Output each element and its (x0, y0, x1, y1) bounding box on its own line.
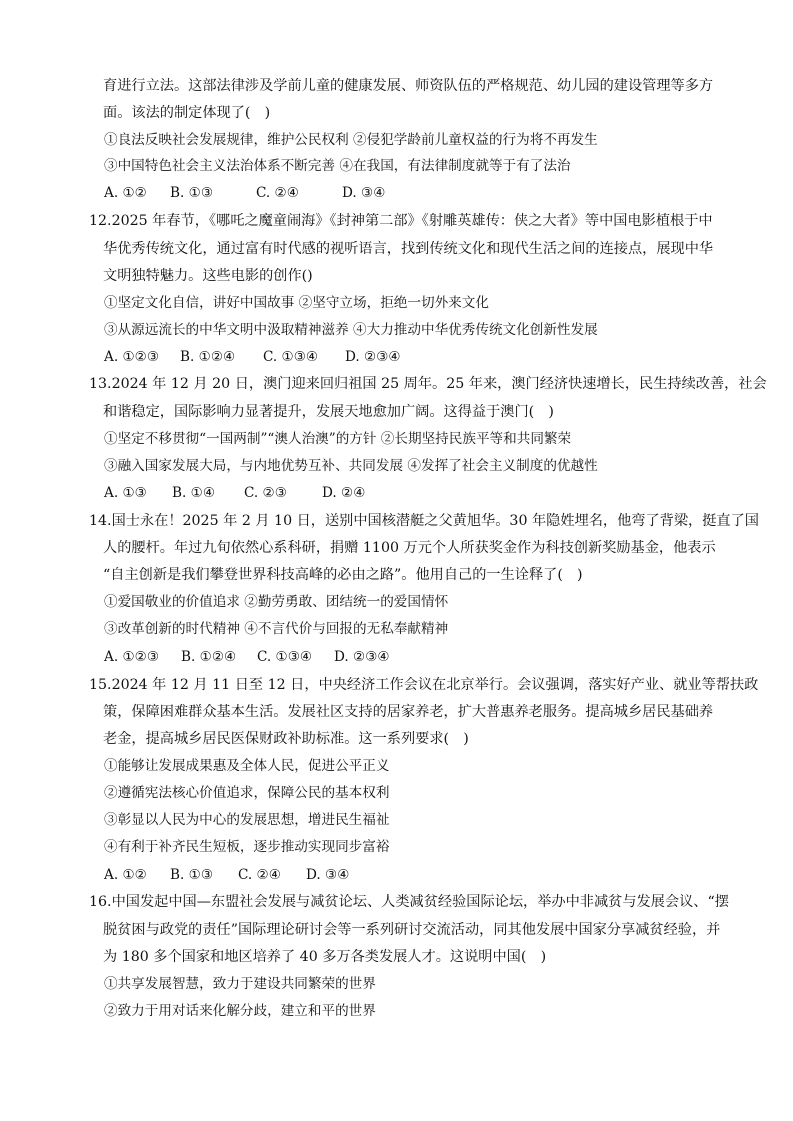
q11-answer-b[interactable]: B. ①③ (170, 185, 214, 201)
q12-answers (104, 348, 401, 366)
q15-option-line2: ②遵循宪法核心价值追求，保障公民的基本权利 (104, 785, 390, 801)
q13-answers (104, 484, 365, 502)
q15-text-line1: 15.2024 年 12 月 11 日至 12 日，中央经济工作会议在北京举行。会议强调，落实好产业、就业等帮扶政 (89, 677, 759, 693)
q14-answer-c[interactable]: C. ①③④ (257, 649, 313, 665)
q15-answer-b[interactable]: B. ①③ (170, 867, 214, 883)
q12-text-line3: 文明独特魅力。这些电影的创作() (103, 268, 313, 284)
q13-answer-c[interactable]: C. ②③ (244, 485, 287, 501)
q11-text-line1: 育进行立法。这部法律涉及学前儿童的健康发展、师资队伍的严格规范、幼儿园的建设管理等多方 (103, 78, 714, 94)
q16-text-line2: 脱贫困与政党的责任”国际理论研讨会等一系列研讨交流活动，同其他发展中国家分享减贫经验，并 (103, 922, 721, 938)
q13-answer-d[interactable]: D. ②④ (322, 485, 366, 501)
q14-text-line1: 14.国士永在！2025 年 2 月 10 日，送别中国核潜艇之父黄旭华。30 年隐姓埋名，他弯了背梁，挺直了国 (89, 513, 759, 529)
q16-text-line3: 为 180 多个国家和地区培养了 40 多万各类发展人才。这说明中国( ) (103, 949, 547, 965)
q15-option-line4: ④有利于补齐民生短板，逐步推动实现同步富裕 (104, 839, 390, 855)
q15-answer-c[interactable]: C. ②④ (238, 867, 281, 883)
q15-answers (104, 866, 349, 884)
q13-text-line1: 13.2024 年 12 月 20 日，澳门迎来回归祖国 25 周年。25 年来，澳门经济快速增长，民生持续改善，社会 (89, 376, 767, 392)
q14-text-line2: 人的腰杆。年过九旬依然心系科研，捐赠 1100 万元个人所获奖金作为科技创新奖励基金，他表示 (103, 540, 716, 556)
q14-option-line2: ③改革创新的时代精神 ④不言代价与回报的无私奉献精神 (104, 621, 449, 637)
q12-text-line2: 华优秀传统文化，通过富有时代感的视听语言，找到传统文化和现代生活之间的连接点，展现中华 (103, 241, 714, 257)
q11-answer-c[interactable]: C. ②④ (256, 185, 299, 201)
q13-option-line2: ③融入国家发展大局，与内地优势互补、共同发展 ④发挥了社会主义制度的优越性 (104, 458, 598, 474)
q13-answer-b[interactable]: B. ①④ (172, 485, 216, 501)
q15-answer-d[interactable]: D. ③④ (306, 867, 350, 883)
q12-answer-a[interactable]: A. ①②③ (104, 349, 160, 365)
q11-option-line1: ①良法反映社会发展规律，维护公民权利 ②侵犯学龄前儿童权益的行为将不再发生 (104, 132, 598, 148)
q14-option-line1: ①爱国敬业的价值追求 ②勤劳勇敢、团结统一的爱国情怀 (104, 594, 449, 610)
q14-answer-d[interactable]: D. ②③④ (334, 649, 390, 665)
q15-text-line3: 老金，提高城乡居民医保财政补助标准。这一系列要求( ) (103, 731, 469, 747)
q12-option-line2: ③从源远流长的中华文明中汲取精神滋养 ④大力推动中华优秀传统文化创新性发展 (104, 322, 598, 338)
q12-text-line1: 12.2025 年春节，《哪吒之魔童闹海》《封神第二部》《射雕英雄传：侠之大者》等中国电影植根于中 (89, 213, 713, 229)
q12-answer-b[interactable]: B. ①②④ (180, 349, 236, 365)
q15-option-line3: ③彰显以人民为中心的发展思想，增进民生福祉 (104, 812, 390, 828)
q14-text-line3: “自主创新是我们攀登世界科技高峰的必由之路”。他用自己的一生诠释了( ) (103, 567, 583, 583)
q14-answers (104, 648, 390, 666)
q14-answer-b[interactable]: B. ①②④ (181, 649, 237, 665)
q11-text-line2: 面。该法的制定体现了( ) (103, 105, 271, 121)
q11-answer-a[interactable]: A. ①② (104, 185, 147, 201)
q12-option-line1: ①坚定文化自信，讲好中国故事 ②坚守立场，拒绝一切外来文化 (104, 295, 489, 311)
q15-option-line1: ①能够让发展成果惠及全体人民，促进公平正义 (104, 758, 390, 774)
q11-option-line2: ③中国特色社会主义法治体系不断完善 ④在我国，有法律制度就等于有了法治 (104, 158, 571, 174)
q13-text-line2: 和谐稳定，国际影响力显著提升，发展天地愈加广阔。这得益于澳门( ) (103, 404, 554, 420)
q12-answer-c[interactable]: C. ①③④ (263, 349, 319, 365)
q16-option-line2: ②致力于用对话来化解分歧，建立和平的世界 (104, 1003, 376, 1019)
q16-option-line1: ①共享发展智慧，致力于建设共同繁荣的世界 (104, 976, 376, 992)
q15-text-line2: 策，保障困难群众基本生活。发展社区支持的居家养老，扩大普惠养老服务。提高城乡居民基础养 (103, 704, 714, 720)
q12-answer-d[interactable]: D. ②③④ (345, 349, 401, 365)
q13-option-line1: ①坚定不移贯彻“一国两制”“澳人治澳”的方针 ②长期坚持民族平等和共同繁荣 (104, 431, 572, 447)
q11-answers (104, 184, 385, 202)
q13-answer-a[interactable]: A. ①③ (104, 485, 147, 501)
q11-answer-d[interactable]: D. ③④ (342, 185, 386, 201)
q16-text-line1: 16.中国发起中国—东盟社会发展与减贫论坛、人类减贫经验国际论坛，举办中非减贫与发展会议、“摆 (89, 894, 729, 910)
q14-answer-a[interactable]: A. ①②③ (104, 649, 160, 665)
q15-answer-a[interactable]: A. ①② (104, 867, 147, 883)
